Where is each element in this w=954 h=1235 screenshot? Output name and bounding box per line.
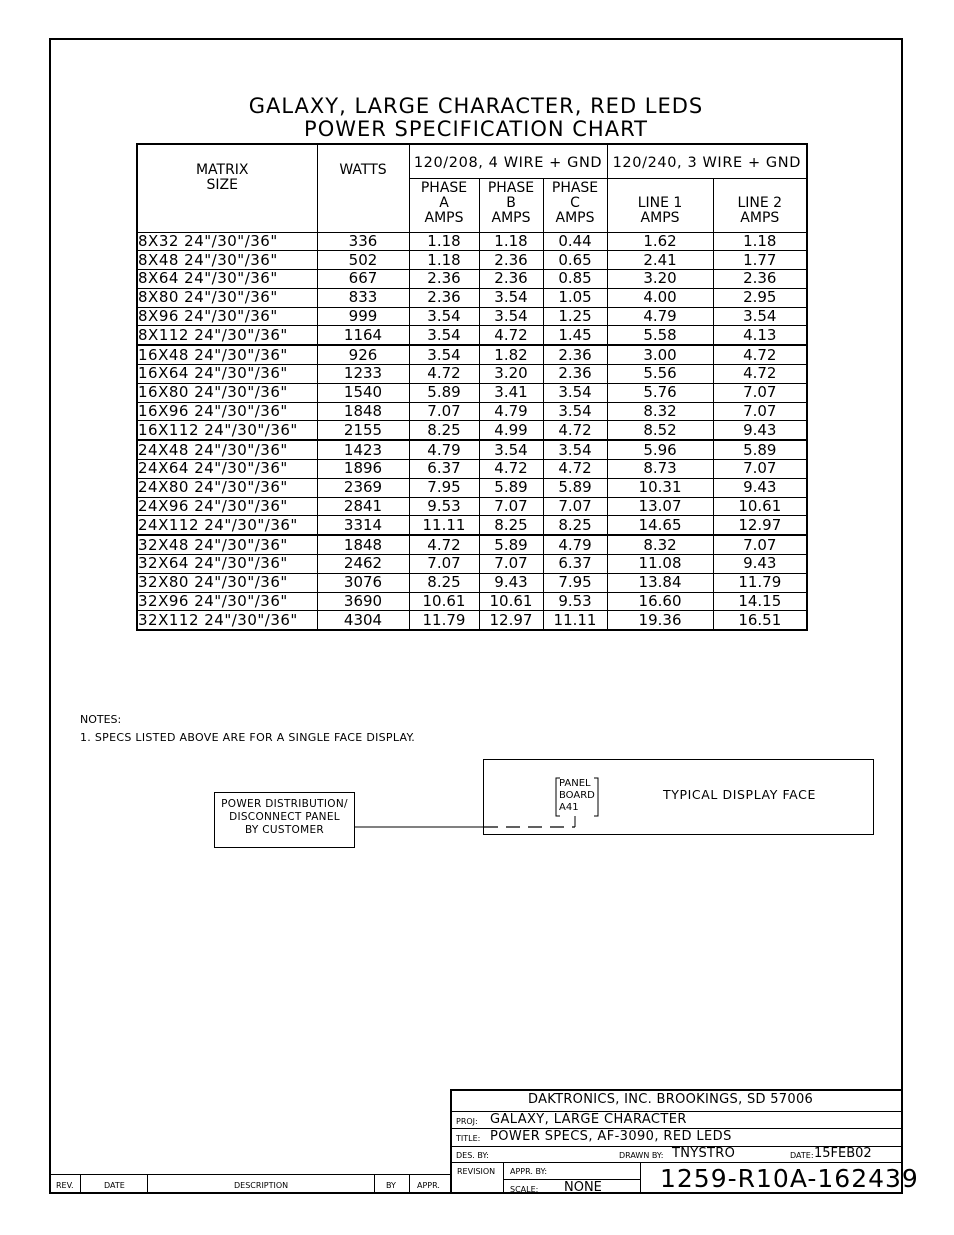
value-cell: 3.54 — [479, 440, 543, 459]
value-cell: 9.43 — [713, 478, 807, 497]
value-cell: 7.07 — [479, 555, 543, 574]
value-cell: 14.65 — [607, 516, 713, 535]
value-cell: 4.13 — [713, 326, 807, 345]
rev-description-header: DESCRIPTION — [234, 1181, 289, 1190]
des-by-label: DES. BY: — [456, 1151, 489, 1160]
value-cell: 6.37 — [543, 555, 607, 574]
panel-board-line3: A41 — [559, 802, 579, 813]
value-cell: 11.11 — [543, 611, 607, 630]
value-cell: 3.20 — [479, 365, 543, 384]
matrix-size-cell: 32X64 24"/30"/36" — [137, 555, 317, 574]
value-cell: 4.79 — [607, 307, 713, 326]
value-cell: 4.72 — [479, 460, 543, 479]
value-cell: 502 — [317, 251, 409, 270]
value-cell: 9.43 — [713, 421, 807, 440]
value-cell: 5.58 — [607, 326, 713, 345]
value-cell: 1.77 — [713, 251, 807, 270]
value-cell: 1164 — [317, 326, 409, 345]
value-cell: 10.31 — [607, 478, 713, 497]
value-cell: 5.89 — [409, 383, 479, 402]
value-cell: 0.65 — [543, 251, 607, 270]
matrix-size-cell: 16X64 24"/30"/36" — [137, 365, 317, 384]
display-face-label: TYPICAL DISPLAY FACE — [663, 787, 816, 802]
value-cell: 9.43 — [479, 573, 543, 592]
chart-title-line2: POWER SPECIFICATION CHART — [304, 117, 648, 141]
value-cell: 13.84 — [607, 573, 713, 592]
value-cell: 8.32 — [607, 535, 713, 554]
value-cell: 1848 — [317, 402, 409, 421]
header-matrix-label: MATRIX — [195, 162, 249, 178]
value-cell: 2.36 — [543, 345, 607, 364]
value-cell: 3.54 — [409, 326, 479, 345]
value-cell: 2.36 — [479, 251, 543, 270]
date-value: 15FEB02 — [814, 1146, 872, 1161]
value-cell: 4.79 — [479, 402, 543, 421]
value-cell: 4.72 — [409, 365, 479, 384]
chart-title-line1: GALAXY, LARGE CHARACTER, RED LEDS — [248, 94, 704, 118]
header-size-label: SIZE — [206, 177, 238, 193]
value-cell: 4.72 — [543, 460, 607, 479]
value-cell: 2.36 — [409, 288, 479, 307]
value-cell: 2369 — [317, 478, 409, 497]
matrix-size-cell: 24X80 24"/30"/36" — [137, 478, 317, 497]
value-cell: 1423 — [317, 440, 409, 459]
value-cell: 11.79 — [713, 573, 807, 592]
value-cell: 7.07 — [409, 555, 479, 574]
matrix-size-cell: 8X64 24"/30"/36" — [137, 270, 317, 289]
value-cell: 1848 — [317, 535, 409, 554]
matrix-size-cell: 16X80 24"/30"/36" — [137, 383, 317, 402]
value-cell: 4.00 — [607, 288, 713, 307]
phase-a-l2: A — [439, 194, 449, 211]
line1-l1: LINE 1 — [637, 194, 683, 211]
value-cell: 8.25 — [479, 516, 543, 535]
value-cell: 4.72 — [713, 345, 807, 364]
value-cell: 8.25 — [409, 421, 479, 440]
value-cell: 7.95 — [543, 573, 607, 592]
scale-value: NONE — [564, 1180, 602, 1195]
phase-a-l1: PHASE — [420, 179, 468, 196]
value-cell: 3.54 — [543, 440, 607, 459]
value-cell: 12.97 — [713, 516, 807, 535]
value-cell: 3.54 — [479, 307, 543, 326]
value-cell: 11.08 — [607, 555, 713, 574]
notes-item-1: 1. SPECS LISTED ABOVE ARE FOR A SINGLE FACE DISPLAY. — [80, 731, 416, 744]
value-cell: 1540 — [317, 383, 409, 402]
phase-a-l3: AMPS — [424, 209, 464, 226]
value-cell: 7.07 — [713, 460, 807, 479]
phase-c-l2: C — [570, 194, 580, 211]
value-cell: 9.43 — [713, 555, 807, 574]
value-cell: 3.54 — [479, 288, 543, 307]
value-cell: 5.56 — [607, 365, 713, 384]
value-cell: 1233 — [317, 365, 409, 384]
value-cell: 5.89 — [479, 478, 543, 497]
matrix-size-cell: 24X48 24"/30"/36" — [137, 440, 317, 459]
value-cell: 8.25 — [543, 516, 607, 535]
value-cell: 4.72 — [543, 421, 607, 440]
matrix-size-cell: 16X96 24"/30"/36" — [137, 402, 317, 421]
proj-value: GALAXY, LARGE CHARACTER — [490, 1112, 687, 1127]
notes-heading: NOTES: — [80, 713, 122, 726]
value-cell: 5.89 — [479, 535, 543, 554]
value-cell: 1.18 — [479, 232, 543, 251]
matrix-size-cell: 24X96 24"/30"/36" — [137, 497, 317, 516]
matrix-size-cell: 32X112 24"/30"/36" — [137, 611, 317, 630]
value-cell: 5.89 — [713, 440, 807, 459]
value-cell: 3690 — [317, 592, 409, 611]
phase-b-l1: PHASE — [487, 179, 535, 196]
value-cell: 3.54 — [409, 307, 479, 326]
value-cell: 5.89 — [543, 478, 607, 497]
rev-appr-header: APPR. — [417, 1181, 440, 1190]
value-cell: 11.11 — [409, 516, 479, 535]
value-cell: 833 — [317, 288, 409, 307]
phase-c-l1: PHASE — [551, 179, 599, 196]
rev-header: REV. — [56, 1181, 74, 1190]
value-cell: 11.79 — [409, 611, 479, 630]
value-cell: 2462 — [317, 555, 409, 574]
header-group-240-label: 120/240, 3 WIRE + GND — [612, 155, 801, 171]
value-cell: 4.99 — [479, 421, 543, 440]
value-cell: 4.72 — [479, 326, 543, 345]
value-cell: 5.96 — [607, 440, 713, 459]
value-cell: 12.97 — [479, 611, 543, 630]
value-cell: 2.36 — [713, 270, 807, 289]
appr-by-label: APPR. BY: — [510, 1167, 548, 1176]
header-group-208-label: 120/208, 4 WIRE + GND — [413, 155, 603, 171]
panel-board-label — [559, 778, 595, 814]
matrix-size-cell: 8X96 24"/30"/36" — [137, 307, 317, 326]
value-cell: 7.07 — [713, 383, 807, 402]
matrix-size-cell: 32X48 24"/30"/36" — [137, 535, 317, 554]
line2-l1: LINE 2 — [737, 194, 783, 211]
panel-board-line1: PANEL — [559, 778, 591, 789]
rev-by-header: BY — [386, 1181, 396, 1190]
value-cell: 1.05 — [543, 288, 607, 307]
value-cell: 0.44 — [543, 232, 607, 251]
company-name: DAKTRONICS, INC. BROOKINGS, SD 57006 — [528, 1092, 814, 1107]
value-cell: 1.25 — [543, 307, 607, 326]
value-cell: 926 — [317, 345, 409, 364]
phase-c-l3: AMPS — [555, 209, 595, 226]
value-cell: 2.36 — [479, 270, 543, 289]
value-cell: 3314 — [317, 516, 409, 535]
matrix-size-cell: 16X112 24"/30"/36" — [137, 421, 317, 440]
value-cell: 1.62 — [607, 232, 713, 251]
value-cell: 2155 — [317, 421, 409, 440]
rev-date-header: DATE — [104, 1181, 125, 1190]
value-cell: 5.76 — [607, 383, 713, 402]
value-cell: 4.79 — [409, 440, 479, 459]
value-cell: 16.60 — [607, 592, 713, 611]
value-cell: 16.51 — [713, 611, 807, 630]
value-cell: 4.72 — [713, 365, 807, 384]
value-cell: 7.07 — [543, 497, 607, 516]
matrix-size-cell: 16X48 24"/30"/36" — [137, 345, 317, 364]
matrix-size-cell: 8X48 24"/30"/36" — [137, 251, 317, 270]
value-cell: 2.41 — [607, 251, 713, 270]
value-cell: 3.20 — [607, 270, 713, 289]
value-cell: 8.25 — [409, 573, 479, 592]
line2-l2: AMPS — [740, 209, 780, 226]
value-cell: 9.53 — [409, 497, 479, 516]
value-cell: 19.36 — [607, 611, 713, 630]
line1-l2: AMPS — [640, 209, 680, 226]
value-cell: 3.54 — [543, 383, 607, 402]
value-cell: 3.00 — [607, 345, 713, 364]
value-cell: 8.52 — [607, 421, 713, 440]
value-cell: 999 — [317, 307, 409, 326]
value-cell: 1.45 — [543, 326, 607, 345]
drawing-number: 1259-R10A-162439 — [660, 1164, 919, 1193]
value-cell: 7.07 — [713, 402, 807, 421]
value-cell: 2.36 — [409, 270, 479, 289]
value-cell: 10.61 — [409, 592, 479, 611]
value-cell: 3.54 — [713, 307, 807, 326]
proj-label: PROJ: — [456, 1117, 478, 1126]
value-cell: 10.61 — [713, 497, 807, 516]
value-cell: 4.72 — [409, 535, 479, 554]
title-value: POWER SPECS, AF-3090, RED LEDS — [490, 1129, 732, 1144]
value-cell: 7.07 — [713, 535, 807, 554]
drawn-by-value: TNYSTRO — [672, 1146, 736, 1161]
revision-label: REVISION — [457, 1167, 496, 1176]
power-panel-line2: DISCONNECT PANEL — [229, 811, 340, 823]
value-cell: 1.18 — [409, 232, 479, 251]
value-cell: 8.32 — [607, 402, 713, 421]
date-label: DATE: — [790, 1151, 814, 1160]
value-cell: 1.82 — [479, 345, 543, 364]
value-cell: 1.18 — [409, 251, 479, 270]
value-cell: 13.07 — [607, 497, 713, 516]
matrix-size-cell: 24X64 24"/30"/36" — [137, 460, 317, 479]
value-cell: 10.61 — [479, 592, 543, 611]
value-cell: 336 — [317, 232, 409, 251]
phase-b-l3: AMPS — [491, 209, 531, 226]
panel-board-line2: BOARD — [559, 790, 595, 801]
matrix-size-cell: 8X32 24"/30"/36" — [137, 232, 317, 251]
power-panel-line1: POWER DISTRIBUTION/ — [221, 798, 348, 810]
value-cell: 9.53 — [543, 592, 607, 611]
value-cell: 667 — [317, 270, 409, 289]
value-cell: 2.36 — [543, 365, 607, 384]
value-cell: 3.54 — [543, 402, 607, 421]
value-cell: 1.18 — [713, 232, 807, 251]
header-watts-label: WATTS — [339, 162, 387, 178]
value-cell: 7.07 — [479, 497, 543, 516]
value-cell: 3.54 — [409, 345, 479, 364]
power-panel-line3: BY CUSTOMER — [244, 824, 325, 836]
drawn-by-label: DRAWN BY: — [619, 1151, 664, 1160]
value-cell: 1896 — [317, 460, 409, 479]
matrix-size-cell: 24X112 24"/30"/36" — [137, 516, 317, 535]
value-cell: 2841 — [317, 497, 409, 516]
matrix-size-cell: 8X112 24"/30"/36" — [137, 326, 317, 345]
matrix-size-cell: 8X80 24"/30"/36" — [137, 288, 317, 307]
value-cell: 0.85 — [543, 270, 607, 289]
value-cell: 6.37 — [409, 460, 479, 479]
value-cell: 7.07 — [409, 402, 479, 421]
scale-label: SCALE: — [510, 1185, 539, 1194]
title-label: TITLE: — [456, 1134, 481, 1143]
phase-b-l2: B — [506, 194, 516, 211]
value-cell: 14.15 — [713, 592, 807, 611]
matrix-size-cell: 32X80 24"/30"/36" — [137, 573, 317, 592]
value-cell: 3076 — [317, 573, 409, 592]
value-cell: 4304 — [317, 611, 409, 630]
value-cell: 4.79 — [543, 535, 607, 554]
value-cell: 2.95 — [713, 288, 807, 307]
value-cell: 7.95 — [409, 478, 479, 497]
value-cell: 8.73 — [607, 460, 713, 479]
value-cell: 3.41 — [479, 383, 543, 402]
matrix-size-cell: 32X96 24"/30"/36" — [137, 592, 317, 611]
